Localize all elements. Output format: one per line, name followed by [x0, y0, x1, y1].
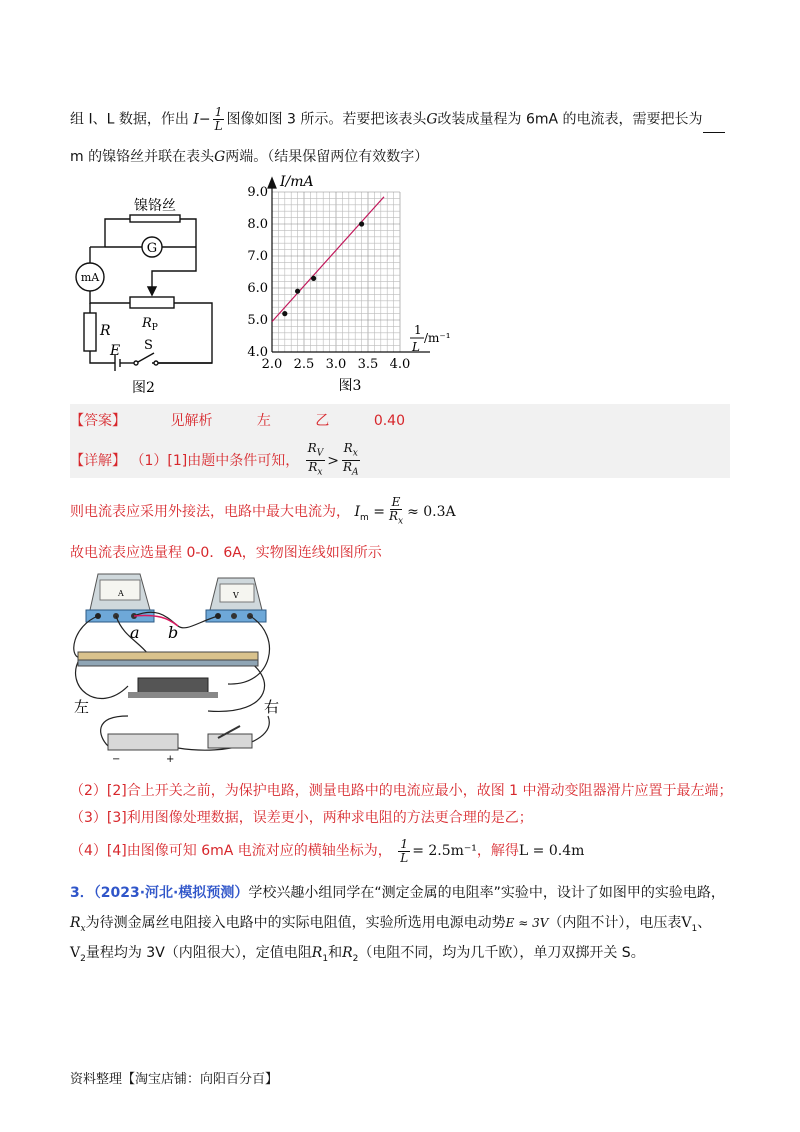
milliammeter-label: mA: [80, 271, 100, 284]
detail-line: 【详解】 （1）[1]由题中条件可知， $\frac{R_V}{R_x}$ > $\frac{R_x}{R_A}$: [70, 441, 359, 478]
q3-line-3: $V_2$量程均为 3V（内阻很大），定值电阻$R_1$和$R_2$（电阻不同，均为几千欧），单刀双掷开关 S。: [70, 945, 645, 964]
photo-label-a: a: [130, 623, 140, 642]
apparatus-photo: [68, 566, 290, 766]
answer-line: [70, 410, 405, 430]
explain-line-5: （4）[4]由图像可知 6mA 电流对应的横轴坐标为， $\frac{1}{L}$ = 2.5m⁻¹，解得L = 0.4m: [70, 836, 585, 865]
answer-item-4: 0.40: [373, 413, 405, 429]
y-tick-label: 8.0: [247, 217, 268, 232]
svg-text:1: 1: [414, 323, 422, 337]
detail-tag: 【详解】: [70, 452, 126, 469]
answer-item-2: 左: [256, 413, 271, 429]
galvanometer-g: G: [146, 241, 158, 256]
fraction-1-over-L: $\frac{1}{L}$: [214, 105, 223, 133]
y-tick-label: 7.0: [247, 249, 268, 264]
photo-label-left: 左: [74, 698, 90, 716]
svg-text:+: +: [166, 754, 175, 765]
y-tick-label: 5.0: [247, 313, 268, 328]
chart-grid: [272, 192, 400, 352]
q3-number: 3．: [70, 885, 94, 901]
fraction-1-over-L-2: $\frac{1}{L}$: [400, 836, 409, 865]
answer-item-1: 见解析: [170, 413, 213, 429]
data-point: [311, 276, 316, 281]
intro-line-2: m 的镍铬丝并联在表头G两端。（结果保留两位有效数字）: [70, 149, 429, 165]
rp-label: $R_P$: [142, 316, 158, 333]
y-tick-label: 4.0: [247, 345, 268, 360]
q3-line-1: 3．（2023·河北·模拟预测）学校兴趣小组同学在“测定金属的电阻率”实验中，设计了如图甲的实验电路，: [70, 885, 725, 901]
svg-text:/m⁻¹: /m⁻¹: [424, 331, 451, 345]
intro-line-1: 组 I、L 数据，作出 I− $\frac{1}{L}$ 图像如图 3 所示。若要把该表头G改装成量程为 6mA 的电流表，需要把长为: [70, 106, 725, 133]
data-point: [295, 289, 300, 294]
figure2-caption: 图2: [132, 380, 155, 396]
q3-source: （2023·河北·模拟预测）: [93, 885, 249, 901]
explain-line-1: 则电流表应采用外接法，电路中最大电流为， $I_m$ = $\frac{E}{R_x}$ ≈ 0.3A: [70, 495, 456, 527]
footer-text: 资料整理【淘宝店铺：向阳百分百】: [70, 1072, 279, 1087]
fit-line: [272, 197, 384, 322]
answer-blank: [703, 118, 725, 133]
r-label: R: [100, 323, 111, 339]
figure3-chart: [240, 170, 460, 400]
answer-tag: 【答案】: [70, 413, 126, 429]
data-point: [282, 311, 287, 316]
fraction-e-rx: $\frac{E}{R_x}$: [388, 495, 404, 527]
x-axis-label: [410, 323, 451, 354]
x-tick-label: 2.5: [293, 357, 315, 372]
e-label: E: [110, 343, 121, 359]
svg-text:L: L: [412, 340, 420, 354]
y-axis-label: I/mA: [280, 174, 314, 190]
explain-line-3: （2）[2]合上开关之前，为保护电路，测量电路中的电流应最小，故图 1 中滑动变阻器滑片应置于最左端；: [70, 783, 733, 799]
x-tick-label: 2.0: [261, 357, 283, 372]
fraction-rv-rx: $\frac{R_V}{R_x}$: [307, 441, 324, 478]
figure3-caption: 图3: [338, 378, 362, 394]
figure2-circuit: [70, 185, 230, 400]
photo-label-b: b: [168, 623, 179, 642]
fraction-rx-ra: $\frac{R_x}{R_A}$: [342, 441, 359, 478]
svg-text:−: −: [112, 754, 121, 765]
q3-line-2: $R_x$为待测金属丝电阻接入电路中的实际电阻值，实验所选用电源电动势E ≈ 3V（内阻不计），电压表$V_1$、: [70, 915, 712, 934]
nichrome-label: 镍铬丝: [134, 198, 176, 214]
y-tick-label: 6.0: [247, 281, 268, 296]
x-tick-label: 4.0: [389, 357, 411, 372]
data-point: [359, 221, 364, 226]
explain-line-2: 故电流表应选量程 0-0．6A，实物图连线如图所示: [70, 545, 382, 561]
svg-text:V: V: [233, 591, 239, 600]
answer-item-3: 乙: [315, 413, 330, 429]
photo-label-right: 右: [264, 698, 280, 716]
x-tick-label: 3.0: [325, 357, 347, 372]
y-tick-label: 9.0: [247, 185, 268, 200]
explain-line-4: （3）[3]利用图像处理数据，误差更小，两种求电阻的方法更合理的是乙；: [70, 810, 533, 826]
s-label: S: [144, 338, 153, 353]
svg-text:A: A: [118, 589, 124, 598]
x-tick-label: 3.5: [357, 357, 379, 372]
